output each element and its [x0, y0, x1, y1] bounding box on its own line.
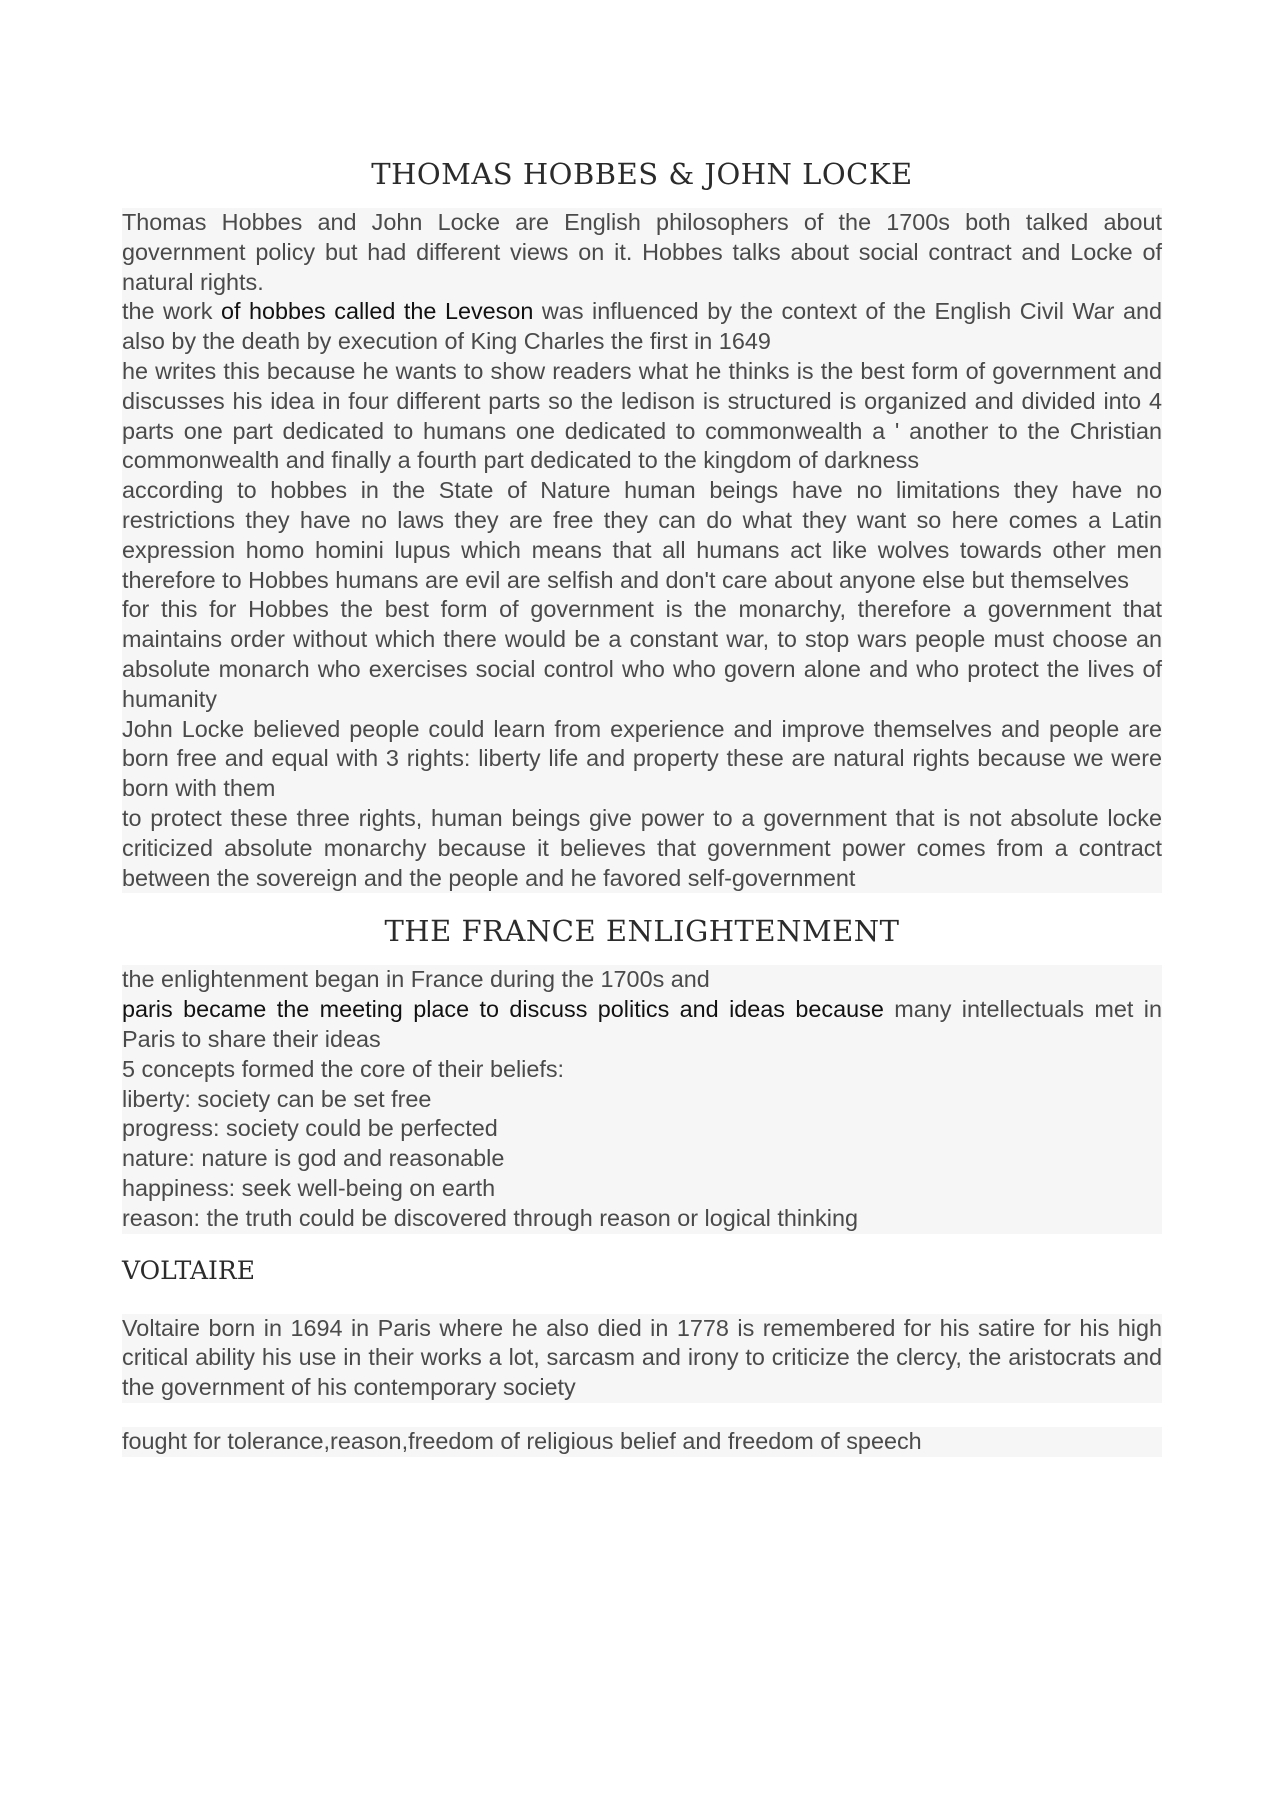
paragraph: to protect these three rights, human beings give power to a government that is not absolute locke criticized absolute monarchy because it believes that government power comes from a contract between the sovereign and the people and he favored self-government: [122, 804, 1162, 893]
paragraph: for this for Hobbes the best form of government is the monarchy, therefore a government that maintains order without which there would be a constant war, to stop wars people must choose an absolute monarch who exercises social control who who govern alone and who protect the lives of humanity: [122, 595, 1162, 714]
heading-france-enlightenment: THE FRANCE ENLIGHTENMENT: [384, 914, 900, 949]
concept-item: nature: nature is god and reasonable: [122, 1144, 1162, 1174]
text-run: many intellectuals met in Paris to share their ideas: [122, 996, 1162, 1052]
document-body: [122, 150, 1162, 1457]
paragraph: Thomas Hobbes and John Locke are English philosophers of the 1700s both talked about government policy but had different views on it. Hobbes talks about social contract and Locke of natural rights.: [122, 208, 1162, 297]
section-hobbes-locke: [122, 208, 1162, 893]
paragraph: he writes this because he wants to show readers what he thinks is the best form of government and discusses his idea in four different parts so the ledison is structured is organized and divided into 4 parts one part dedicated to humans one dedicated to commonwealth a ' another to the Christian commonwealth and finally a fourth part dedicated to the kingdom of darkness: [122, 357, 1162, 476]
paragraph: Voltaire born in 1694 in Paris where he also died in 1778 is remembered for his satire for his high critical ability his use in their works a lot, sarcasm and irony to criticize the clercy, the aristocrats and the government of his contemporary society: [122, 1314, 1162, 1403]
heading-voltaire: VOLTAIRE: [122, 1255, 255, 1285]
paragraph: the enlightenment began in France during the 1700s and: [122, 965, 1162, 995]
section-france-enlightenment: [122, 965, 1162, 1233]
paragraph: according to hobbes in the State of Nature human beings have no limitations they have no restrictions they have no laws they are free they can do what they want so here comes a Latin expression homo homini lupus which means that all humans act like wolves towards other men therefore to Hobbes humans are evil are selfish and don't care about anyone else but themselves: [122, 476, 1162, 595]
text-run: the work: [122, 298, 221, 325]
text-run: was influenced by the context of the English Civil War and also by the death by execution of King Charles the first in 1649: [122, 298, 1162, 355]
section-voltaire: [122, 1314, 1162, 1457]
text-run-highlighted: of hobbes called the Leveson: [220, 298, 534, 325]
paragraph: [122, 297, 1162, 357]
heading-hobbes-locke: THOMAS HOBBES & JOHN LOCKE: [371, 157, 913, 191]
paragraph: 5 concepts formed the core of their beliefs:: [122, 1055, 1162, 1085]
concept-item: happiness: seek well-being on earth: [122, 1174, 1162, 1204]
paragraph: fought for tolerance,reason,freedom of religious belief and freedom of speech: [122, 1427, 1162, 1457]
paragraph: [122, 995, 1162, 1055]
concept-item: liberty: society can be set free: [122, 1085, 1162, 1115]
concept-item: reason: the truth could be discovered through reason or logical thinking: [122, 1204, 1162, 1234]
concept-item: progress: society could be perfected: [122, 1114, 1162, 1144]
paragraph: John Locke believed people could learn from experience and improve themselves and people are born free and equal with 3 rights: liberty life and property these are natural rights because we were born with them: [122, 715, 1162, 804]
text-run-highlighted: paris became the meeting place to discuss politics and ideas because: [122, 996, 884, 1023]
paragraph-gap: [122, 1403, 1162, 1427]
